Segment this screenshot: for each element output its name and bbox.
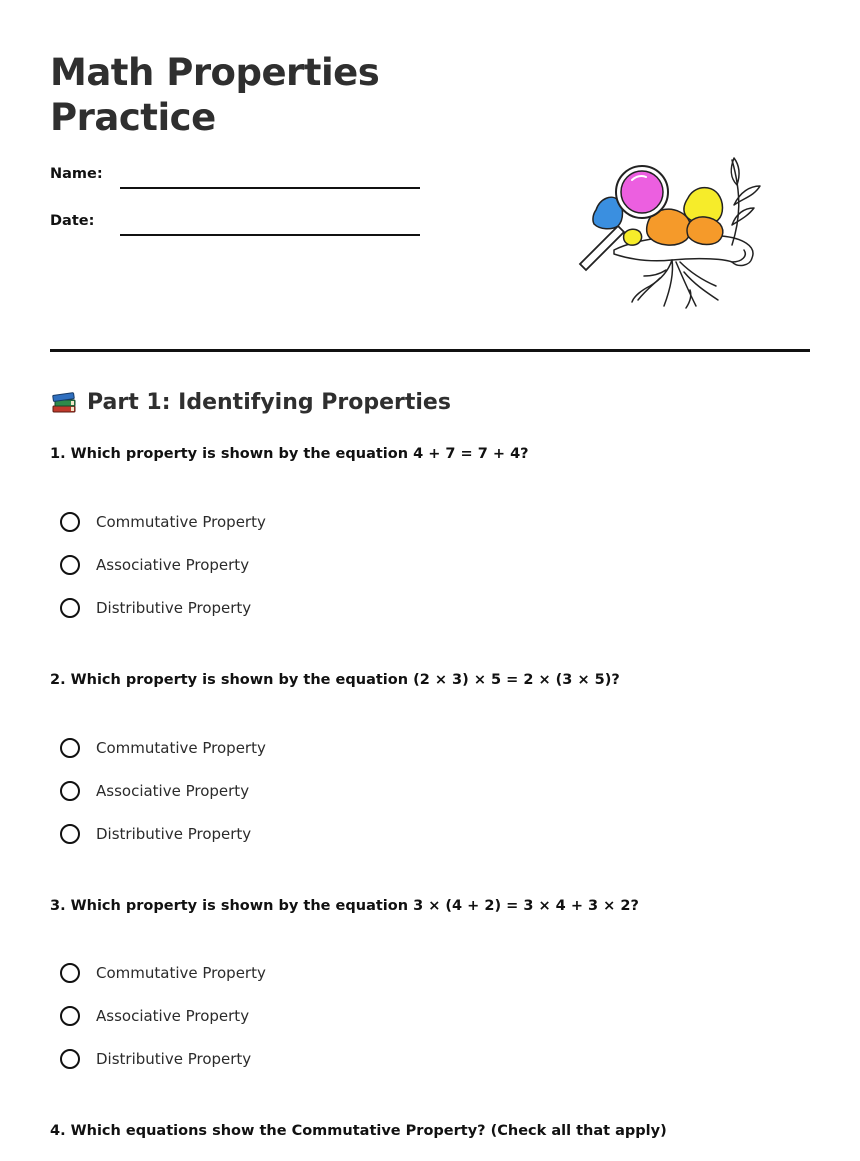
option-label: Associative Property [96,556,250,574]
q3-option-distributive[interactable] [60,1046,251,1072]
books-icon [50,388,78,416]
q3-option-associative[interactable] [60,1003,249,1029]
title-line-1: Math Properties [50,51,380,94]
q1-option-associative[interactable] [60,552,249,578]
section-heading-text: Part 1: Identifying Properties [87,389,451,415]
name-field[interactable] [120,187,420,189]
option-label: Associative Property [96,1007,250,1025]
title-line-2: Practice [50,96,216,139]
radio-button[interactable] [60,738,80,758]
section-divider [50,349,810,352]
radio-button[interactable] [60,555,80,575]
radio-button[interactable] [60,598,80,618]
option-label: Distributive Property [96,1050,252,1068]
q1-option-commutative[interactable] [60,509,266,535]
question-4: 4. Which equations show the Commutative Property? (Check all that apply) [50,1123,667,1139]
radio-button[interactable] [60,1006,80,1026]
question-3: 3. Which property is shown by the equation 3 × (4 + 2) = 3 × 4 + 3 × 2? [50,898,639,914]
option-label: Commutative Property [96,513,266,531]
date-field[interactable] [120,234,420,236]
radio-button[interactable] [60,1049,80,1069]
option-label: Distributive Property [96,599,252,617]
section-heading-part-1 [50,388,451,416]
q2-option-associative[interactable] [60,778,249,804]
question-1: 1. Which property is shown by the equation 4 + 7 = 7 + 4? [50,446,529,462]
q1-option-distributive[interactable] [60,595,251,621]
option-label: Associative Property [96,782,250,800]
radio-button[interactable] [60,963,80,983]
radio-button[interactable] [60,512,80,532]
question-2: 2. Which property is shown by the equation (2 × 3) × 5 = 2 × (3 × 5)? [50,672,620,688]
name-label: Name: [50,166,103,182]
radio-button[interactable] [60,824,80,844]
radio-button[interactable] [60,781,80,801]
page-title [50,50,470,140]
date-label: Date: [50,213,95,229]
q2-option-commutative[interactable] [60,735,266,761]
magnifier-rocks-illustration [572,150,768,312]
q2-option-distributive[interactable] [60,821,251,847]
option-label: Commutative Property [96,964,266,982]
option-label: Distributive Property [96,825,252,843]
option-label: Commutative Property [96,739,266,757]
q3-option-commutative[interactable] [60,960,266,986]
